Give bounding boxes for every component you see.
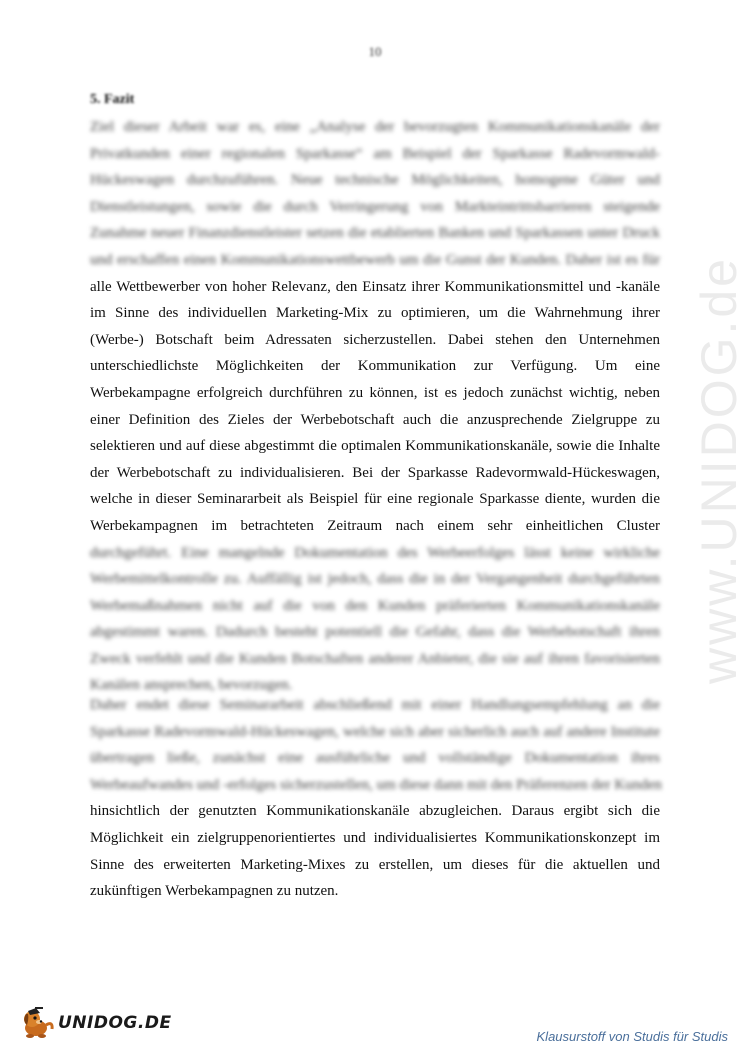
text-line: Privatkunden einer regionalen Sparkasse“ am Beispiel der Sparkasse Radevormwald- xyxy=(90,145,660,162)
text-line: (Werbe-) Botschaft beim Adressaten sicherzustellen. Dabei stehen den Unternehmen xyxy=(90,331,660,348)
text-line: Dienstleistungen, sowie die durch Verringerung von Markteintrittsbarrieren steigende xyxy=(90,198,660,215)
text-line: Sinne des erweiterten Marketing-Mixes zu erstellen, um dieses für die aktuellen und xyxy=(90,856,660,873)
text-line: zukünftigen Werbekampagnen zu nutzen. xyxy=(90,883,339,900)
text-line: durchgeführt. Eine mangelnde Dokumentation des Werbeerfolges lässt keine wirkliche xyxy=(90,544,660,561)
paragraph-conclusion-1 xyxy=(90,114,660,699)
text-line: Möglichkeit ein zielgruppenorientiertes und individualisiertes Kommunikationskonzept im xyxy=(90,829,660,846)
text-line: und erschaffen einen Kommunikationswettbewerb um die Gunst der Kunden. Daher ist es für xyxy=(90,251,660,268)
text-line: abgestimmt waren. Dadurch besteht potentiell die Gefahr, dass die Werbebotschaft ihren xyxy=(90,624,660,641)
text-line: übertragen ließe, zunächst eine ausführliche und vollständige Dokumentation ihres xyxy=(90,750,660,767)
text-line: Daher endet diese Seminararbeit abschließend mit einer Handlungsempfehlung an die xyxy=(90,697,660,713)
logo-text: UNIDOG.DE xyxy=(58,1013,172,1033)
text-line: unterschiedlichste Möglichkeiten der Kommunikation zur Verfügung. Um eine xyxy=(90,358,660,375)
text-line: alle Wettbewerber von hoher Relevanz, den Einsatz ihrer Kommunikationsmittel und -kanäle xyxy=(90,278,660,295)
unidog-logo xyxy=(20,1007,172,1039)
text-line: selektieren und auf diese abgestimmt die optimalen Kommunikationskanäle, sowie die Inhalte xyxy=(90,438,660,455)
text-line: im Sinne des individuellen Marketing-Mix zu optimieren, um die Wahrnehmung ihrer xyxy=(90,305,660,322)
text-line: Kanälen ansprechen, bevorzugen. xyxy=(90,677,293,694)
text-line: hinsichtlich der genutzten Kommunikationskanäle abzugleichen. Daraus ergibt sich die xyxy=(90,803,660,820)
section-heading: 5. Fazit xyxy=(90,92,135,107)
text-line: Zweck verfehlt und die Kunden Botschaften anderer Anbieter, die sie auf ihren favorisierten xyxy=(90,650,660,667)
text-line: welche in dieser Seminararbeit als Beispiel für eine regionale Sparkasse diente, wurden die xyxy=(90,491,660,508)
text-line: Werbeaufwandes und -erfolges sicherzustellen, um diese dann mit den Präferenzen der Kunden xyxy=(90,776,662,793)
text-line: Werbemittelkontrolle zu. Auffällig ist jedoch, dass die in der Vergangenheit durchgeführten xyxy=(90,571,660,588)
watermark: www.UNIDOG.de xyxy=(691,256,747,684)
page-number: 10 xyxy=(368,44,382,59)
text-line: Werbekampagnen im betrachteten Zeitraum nach einem sehr einheitlichen Cluster xyxy=(90,517,660,534)
text-line: Ziel dieser Arbeit war es, eine „Analyse der bevorzugten Kommunikationskanäle der xyxy=(90,119,660,135)
footer-tagline: Klausurstoff von Studis für Studis xyxy=(536,1029,728,1044)
paragraph-conclusion-2 xyxy=(90,692,660,905)
text-line: Hückeswagen durchzuführen. Neue technische Möglichkeiten, homogene Güter und xyxy=(90,172,660,189)
text-line: Werbemaßnahmen nicht auf die von den Kunden präferierten Kommunikationskanäle xyxy=(90,597,660,614)
text-line: einer Definition des Zieles der Werbebotschaft auch die anzusprechende Zielgruppe zu xyxy=(90,411,660,428)
dog-mascot-icon xyxy=(20,1007,56,1039)
text-line: Werbekampagne erfolgreich durchführen zu können, ist es jedoch zunächst wichtig, neben xyxy=(90,384,660,401)
text-line: der Werbebotschaft zu individualisieren. Bei der Sparkasse Radevormwald-Hückeswagen, xyxy=(90,464,660,481)
text-line: Zunahme neuer Finanzdienstleister setzen die etablierten Banken und Sparkassen unter Druck xyxy=(90,225,660,242)
text-line: Sparkasse Radevormwald-Hückeswagen, welche sich aber sicherlich auch auf andere Institute xyxy=(90,723,660,740)
